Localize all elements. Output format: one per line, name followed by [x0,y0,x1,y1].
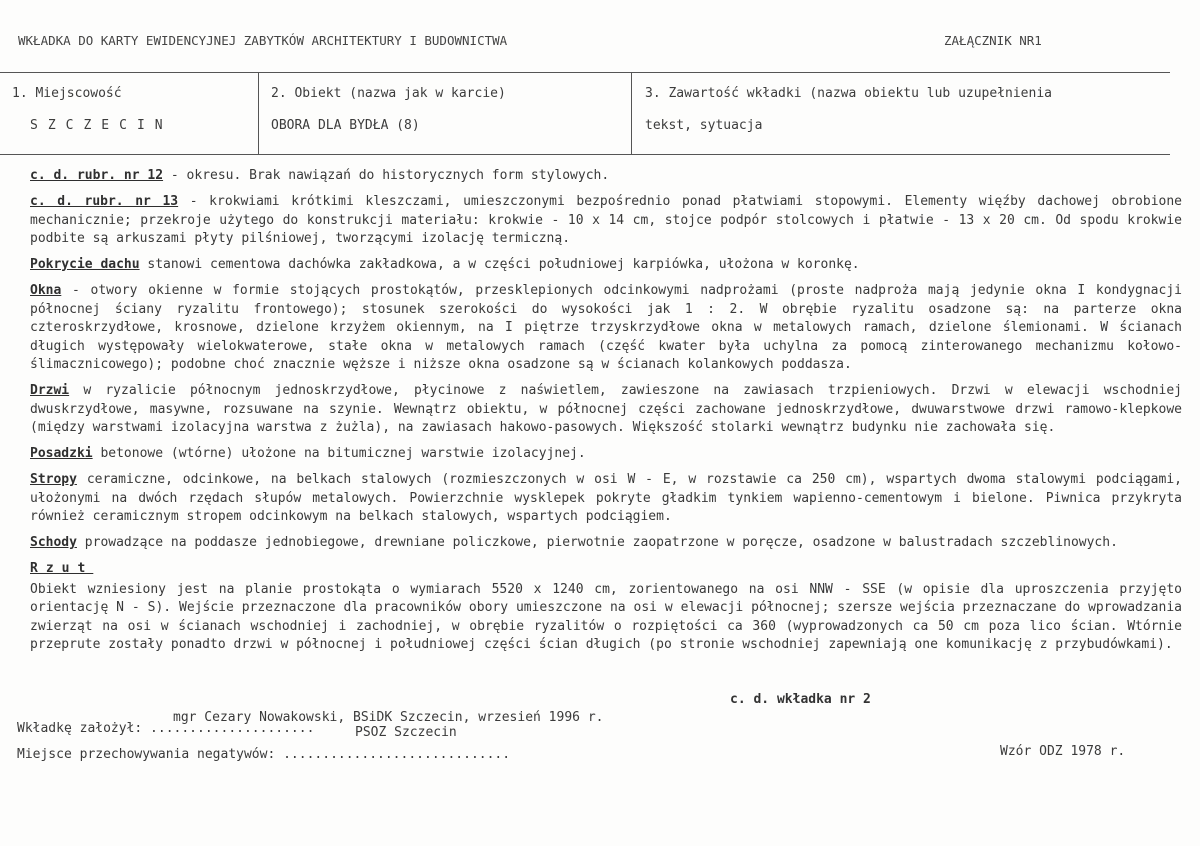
section-label: Drzwi [30,383,70,398]
column-divider-2 [631,73,632,154]
section-label: c. d. rubr. nr 12 [30,168,164,183]
section-text: stanowi cementowa dachówka zakładkowa, a w części południowej karpiówka, ułożona w koronkę. [139,257,860,272]
section-text: ceramiczne, odcinkowe, na belkach stalowych (rozmieszczonych w osi W - E, w rozstawie ca 250 cm), wspartych dwoma stalowymi podciągami, ułożonymi na dwóch rzędach słupów metalowych. Powierzchnie wysklepek pokryte gładkim tynkiem wapienno-cementowym i bielone. Piwnica przykryta również ceramicznym stropem odcinkowym na belkach stalowych, wspartych podciągiem. [30,472,1182,524]
author-name: mgr Cezary Nowakowski, BSiDK Szczecin, wrzesień 1996 r. [173,710,604,725]
section-text: prowadzące na poddasze jednobiegowe, drewniane policzkowe, pierwotnie zaopatrzone w poręcze, osadzone w balustradach szczeblinowych. [76,535,1118,550]
rzut-text: Obiekt wzniesiony jest na planie prostokąta o wymiarach 5520 x 1240 cm, zorientowanego na osi NNW - SSE (w opisie dla uproszczenia przyjęto orientację N - S). Wejście przeznaczone dla pracowników obory umieszczone na osi w elewacji północnej; szersze wejścia przeznaczane do wprowadzania zwierząt na osi w ścianach wschodniej i zachodniej, w obrębie ryzalitów o rozpiętości ca 360 (wyprowadzonych ca 50 cm poza lico ścian. Wtórnie przeprute zostały ponadto drzwi w północnej i południowej części ścian długich (po stronie wschodniej zapewniają one komunikację z przybudówkami). [30,581,1182,652]
continuation-note: c. d. wkładka nr 2 [730,692,871,707]
object-label: 2. Obiekt (nazwa jak w karcie) [271,86,506,101]
section-label: Posadzki [30,446,93,461]
content-label: 3. Zawartość wkładki (nazwa obiektu lub uzupełnienia [645,86,1052,101]
section-text: betonowe (wtórne) ułożone na bitumicznej warstwie izolacyjnej. [92,446,586,461]
section-text: - okresu. Brak nawiązań do historycznych form stylowych. [163,168,610,183]
office-name: PSOZ Szczecin [355,725,457,740]
content-value: tekst, sytuacja [645,118,763,133]
section-paragraph [30,193,1182,249]
description-body [30,167,1182,662]
section-paragraph [30,445,1182,464]
section-paragraph [30,382,1182,438]
negatives-storage-label: Miejsce przechowywania negatywów: ............................. [17,747,511,762]
table-top-rule [0,72,1170,73]
object-value: OBORA DLA BYDŁA (8) [271,118,420,133]
section-label: Okna [30,283,62,298]
author-label: Wkładkę założył: ..................... [17,721,315,736]
section-text: w ryzalicie północnym jednoskrzydłowe, płycinowe z naświetlem, zawieszone na zawiasach trzpieniowych. Drzwi w elewacji wschodniej dwuskrzydłowe, masywne, rozsuwane na szynie. Wewnątrz obiektu, w północnej części zachowane jednoskrzydłowe, dwuwarstwowe drzwi ramowo-klepkowe (między warstwami izolacyjna warstwa z żużla), na zawiasach hakowo-pasowych. Większość stolarki wewnątrz budynku nie zachowała się. [30,383,1182,435]
document-title: WKŁADKA DO KARTY EWIDENCYJNEJ ZABYTKÓW ARCHITEKTURY I BUDOWNICTWA [18,33,508,48]
rzut-heading: Rzut [30,561,94,576]
section-paragraph [30,256,1182,275]
annex-label: ZAŁĄCZNIK NR1 [944,33,1042,48]
section-label: c. d. rubr. nr 13 [30,194,179,209]
table-bottom-rule [0,154,1170,155]
form-template-label: Wzór ODZ 1978 r. [1000,744,1126,759]
column-divider-1 [258,73,259,154]
locality-value: SZCZECIN [30,118,173,133]
section-paragraph [30,471,1182,527]
section-label: Pokrycie dachu [30,257,140,272]
section-text: - otwory okienne w formie stojących prostokątów, przesklepionych odcinkowymi nadprożami (proste nadproża mają jedynie okna I kondygnacji północnej ściany ryzalitu frontowego); stosunek szerokości do wysokości jak 1 : 2. W obrębie ryzalitu osadzone są: na parterze okna czteroskrzydłowe, krosnowe, dzielone krzyżem okiennym, na I piętrze trzyskrzydłowe okna w metalowych ramach, dzielone ślemionami. W ścianach długich występowały wielokwaterowe, stałe okna w metalowych ramach (część kwater była uchylna za pomocą zinterowanego mechanizmu kołowo-ślimacznicowego); podobne choć znacznie węższe i niższe okna osadzone są w ścianach kolankowych poddasza. [30,283,1182,372]
section-paragraph [30,167,1182,186]
section-label: Schody [30,535,77,550]
section-paragraph [30,282,1182,375]
section-label: Stropy [30,472,77,487]
section-paragraph [30,534,1182,553]
locality-label: 1. Miejscowość [12,86,122,101]
section-text: - krokwiami krótkimi kleszczami, umieszczonymi bezpośrednio ponad płatwiami stopowymi. Elementy więźby dachowej obrobione mechanicznie; przekroje użytego do konstrukcji materiału: krokwie - 10 x 14 cm, stojce podpór stolcowych i płatwie - 13 x 20 cm. Od spodu krokwie podbite są arkuszami płyty pilśniowej, tworzącymi izolację termiczną. [30,194,1182,246]
